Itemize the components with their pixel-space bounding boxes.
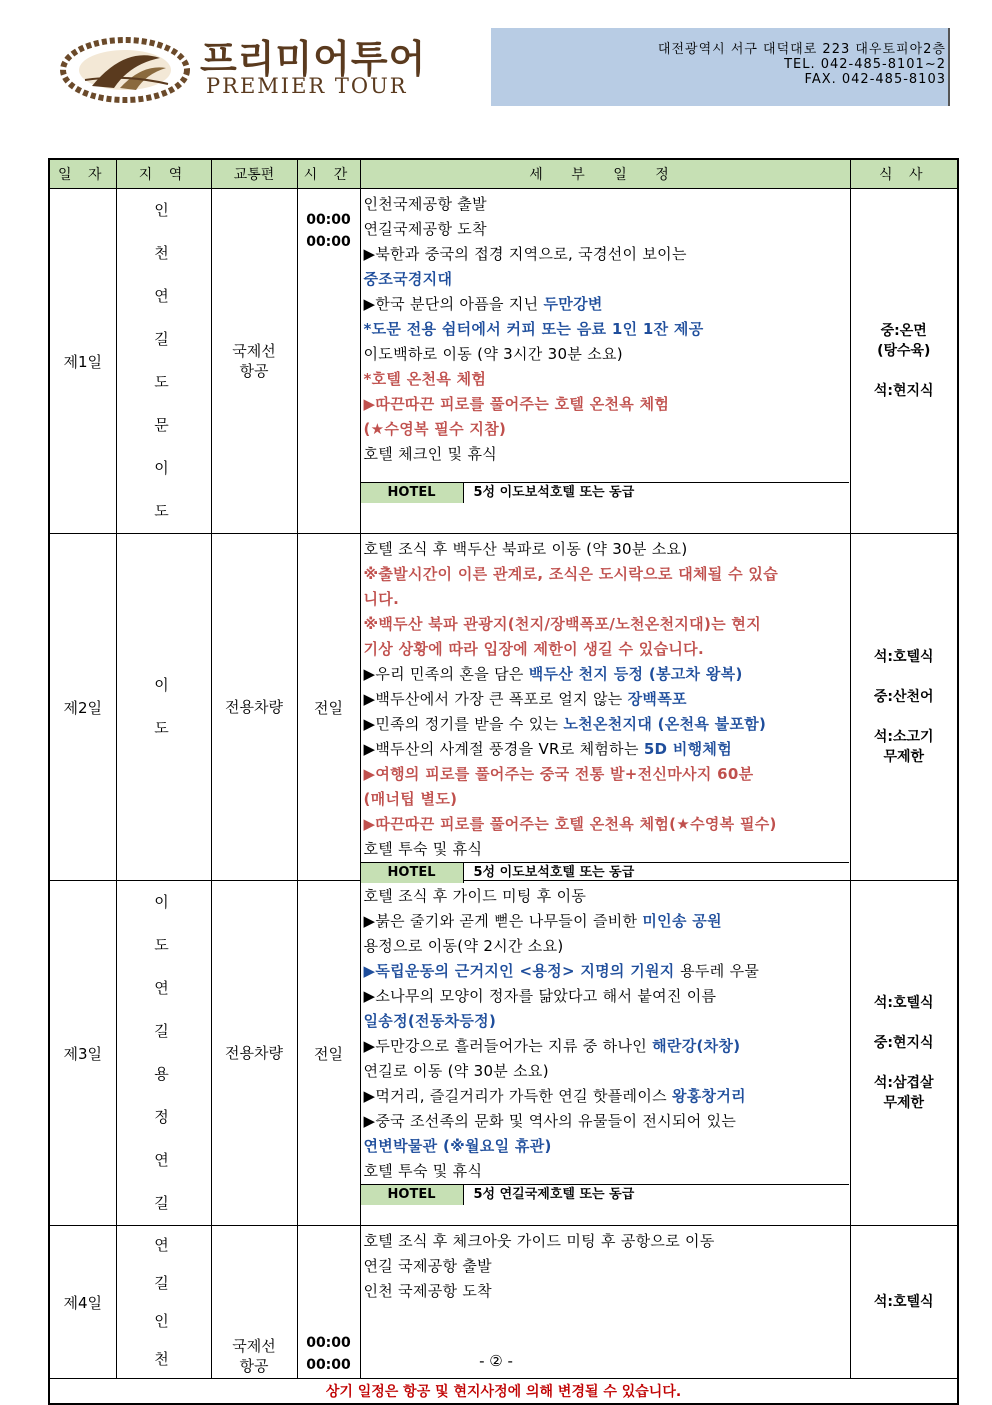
detail-line (364, 612, 848, 637)
time-text: 00:00 (306, 234, 351, 250)
detail-line (364, 637, 848, 662)
detail-segment: ※출발시간이 이른 관계로, 조식은 도시락으로 대체될 수 있습 (363, 565, 778, 583)
col-header-time: 시 간 (297, 159, 360, 189)
table-row (49, 534, 958, 881)
detail-segment: 일송정(전동차등정) (363, 1012, 497, 1030)
detail-wrapper (361, 189, 850, 503)
detail-segment: ▶한국 분단의 아픔을 지닌 (363, 295, 544, 313)
detail-segment: ▶소나무의 모양이 정자를 닮았다고 해서 붙여진 이름 (363, 987, 717, 1005)
detail-segment: 5D 비행체험 (643, 740, 732, 758)
region-name: 이 도 (154, 459, 187, 520)
notice-text: 상기 일정은 항공 및 현지사정에 의해 변경될 수 있습니다. (49, 1379, 958, 1405)
detail-line (364, 267, 848, 292)
detail-line (364, 1034, 848, 1059)
detail-line (364, 984, 848, 1009)
detail-segment: ▶따끈따끈 피로를 풀어주는 호텔 온천욕 체험(★수영복 필수) (363, 815, 777, 833)
detail-segment: 호텔 투숙 및 휴식 (363, 1162, 483, 1180)
col-header-meals: 식 사 (850, 159, 958, 189)
detail-segment: ▶백두산의 사계절 풍경을 VR로 체험하는 (363, 740, 644, 758)
transport-text: 국제선 (232, 342, 276, 360)
meal-text: 무제한 (883, 1095, 925, 1111)
time-text: 00:00 (306, 1335, 351, 1351)
meal-cell (850, 881, 958, 1226)
meal-text: 석:호텔식 (873, 1294, 934, 1310)
detail-segment: ▶독립운동의 근거지인 <용정> 지명의 기원지 (363, 962, 681, 980)
detail-line (364, 1229, 848, 1254)
address-text: 대전광역시 서구 대덕대로 223 대우토피아2층 (657, 42, 946, 57)
region-cell (116, 881, 211, 1226)
detail-segment: 장백폭포 (627, 690, 687, 708)
transport-cell (211, 881, 297, 1226)
detail-segment: 호텔 조식 후 가이드 미팅 후 이동 (363, 887, 587, 905)
meal-text: 중:온면 (880, 323, 927, 339)
hotel-name: 5성 이도보석호텔 또는 동급 (473, 485, 635, 500)
detail-segment: 왕홍창거리 (671, 1087, 746, 1105)
hotel-row (361, 862, 849, 883)
detail-segment: ▶따끈따끈 피로를 풀어주는 호텔 온천욕 체험 (363, 395, 670, 413)
meal-spacer (851, 1053, 958, 1073)
hotel-label: HOTEL (361, 863, 464, 883)
detail-line (364, 787, 848, 812)
detail-line (364, 1009, 848, 1034)
day-cell: 제4일 (49, 1226, 116, 1379)
detail-segment: 호텔 투숙 및 휴식 (363, 840, 483, 858)
meal-text: 중:현지식 (873, 1035, 934, 1051)
time-text: 전일 (314, 698, 343, 717)
detail-line (364, 217, 848, 242)
hotel-name: 5성 연길국제호텔 또는 동급 (473, 1187, 635, 1202)
detail-segment: 중조국경지대 (363, 270, 453, 288)
region-name: 인 천 (154, 201, 187, 262)
detail-segment: 호텔 체크인 및 휴식 (363, 445, 498, 463)
detail-segment: 연변박물관 (※월요일 휴관) (363, 1137, 552, 1155)
page-number: - ② - (479, 1352, 513, 1370)
detail-segment: ▶붉은 줄기와 곧게 뻗은 나무들이 즐비한 (363, 912, 643, 930)
detail-segment: 연길국제공항 도착 (363, 220, 487, 238)
region-name: 도 문 (154, 373, 187, 434)
detail-line (364, 909, 848, 934)
hotel-label: HOTEL (361, 483, 464, 503)
detail-line (364, 292, 848, 317)
time-cell (297, 189, 360, 534)
detail-line (364, 392, 848, 417)
detail-line (364, 537, 848, 562)
detail-segment: 인천 국제공항 도착 (363, 1282, 492, 1300)
transport-cell (211, 189, 297, 534)
region-name: 이 도 (154, 676, 187, 737)
detail-segment: ▶북한과 중국의 접경 지역으로, 국경선이 보이는 (363, 245, 687, 263)
detail-segment: *도문 전용 쉼터에서 커피 또는 음료 1인 1잔 제공 (363, 320, 704, 338)
detail-segment: 해란강(차창) (652, 1037, 741, 1055)
region-name: 이 도 (154, 893, 187, 954)
detail-line (364, 1059, 848, 1084)
detail-lines (361, 534, 850, 862)
detail-segment: ▶먹거리, 즐길거리가 가득한 연길 핫플레이스 (363, 1087, 672, 1105)
detail-segment: *호텔 온천욕 체험 (363, 370, 487, 388)
hotel-name: 5성 이도보석호텔 또는 동급 (473, 865, 635, 880)
detail-line (364, 662, 848, 687)
region-name: 연 길 (154, 979, 187, 1040)
region-name: 연 길 (154, 287, 187, 348)
table-header-row (49, 159, 958, 189)
transport-cell (211, 534, 297, 881)
region-cell (116, 189, 211, 534)
wreath-logo-icon (50, 28, 200, 108)
detail-line (364, 737, 848, 762)
detail-cell (360, 534, 850, 881)
detail-segment: 이도백하로 이동 (약 3시간 30분 소요) (363, 345, 623, 363)
detail-segment: 백두산 천지 등정 (봉고차 왕복) (528, 665, 743, 683)
hotel-label: HOTEL (361, 1185, 464, 1205)
detail-segment: ▶민족의 정기를 받을 수 있는 (363, 715, 564, 733)
detail-line (364, 367, 848, 392)
hotel-row (361, 482, 849, 503)
region-name: 연 길 (154, 1151, 187, 1212)
detail-segment: ※백두산 북파 관광지(천지/장백폭포/노천온천지대)는 현지 (363, 615, 761, 633)
meal-text: 석:호텔식 (873, 649, 934, 665)
logo-korean-text: 프리미어투어 (200, 37, 427, 81)
transport-text: 전용차량 (225, 698, 283, 716)
col-header-date: 일 자 (49, 159, 116, 189)
meal-text: 무제한 (883, 749, 925, 765)
meal-spacer (851, 1013, 958, 1033)
meal-spacer (851, 707, 958, 727)
meal-cell (850, 534, 958, 881)
detail-segment: ▶중국 조선족의 문화 및 역사의 유물들이 전시되어 있는 (363, 1112, 737, 1130)
detail-line (364, 192, 848, 217)
detail-line (364, 1109, 848, 1134)
meal-text: 중:산천어 (873, 689, 934, 705)
detail-segment: 용두레 우물 (680, 962, 760, 980)
detail-line (364, 442, 848, 467)
detail-line (364, 1254, 848, 1279)
col-header-region: 지 역 (116, 159, 211, 189)
detail-segment: 연길로 이동 (약 30분 소요) (363, 1062, 549, 1080)
meal-text: 석:삼겹살 (873, 1075, 934, 1091)
detail-cell (360, 189, 850, 534)
detail-segment: 니다. (363, 590, 400, 608)
day-cell: 제2일 (49, 534, 116, 881)
detail-lines (361, 1226, 850, 1304)
detail-segment: ▶여행의 피로를 풀어주는 중국 전통 발+전신마사지 60분 (363, 765, 754, 783)
notice-row (49, 1379, 958, 1405)
detail-line (364, 1159, 848, 1184)
meal-text: 석:호텔식 (873, 995, 934, 1011)
detail-line (364, 1084, 848, 1109)
meal-text: 석:소고기 (873, 729, 934, 745)
detail-line (364, 242, 848, 267)
detail-wrapper (361, 881, 850, 1201)
detail-line (364, 934, 848, 959)
detail-line (364, 1134, 848, 1159)
time-text: 00:00 (306, 1357, 351, 1373)
detail-line (364, 1279, 848, 1304)
detail-line (364, 812, 848, 837)
region-name: 연 길 (154, 1236, 187, 1292)
detail-cell (360, 881, 850, 1226)
detail-segment: 연길 국제공항 출발 (363, 1257, 492, 1275)
detail-segment: 용정으로 이동(약 2시간 소요) (363, 937, 564, 955)
detail-segment: 미인송 공원 (642, 912, 722, 930)
transport-text: 전용차량 (225, 1044, 283, 1062)
meal-text: (탕수육) (877, 343, 931, 359)
detail-segment: 노천온천지대 (온천욕 불포함) (563, 715, 767, 733)
time-cell (297, 881, 360, 1226)
detail-line (364, 587, 848, 612)
region-name: 용 정 (154, 1065, 187, 1126)
itinerary-table (48, 158, 959, 1405)
transport-text: 항공 (239, 362, 269, 380)
tel-text: TEL. 042-485-8101~2 (784, 57, 946, 72)
time-cell (297, 534, 360, 881)
detail-segment: 인천국제공항 출발 (363, 195, 487, 213)
logo-english-text: PREMIER TOUR (206, 74, 408, 98)
detail-segment: ▶백두산에서 가장 큰 폭포로 얼지 않는 (363, 690, 628, 708)
detail-line (364, 342, 848, 367)
detail-segment: 두만강변 (543, 295, 603, 313)
time-text: 전일 (314, 1044, 343, 1063)
detail-lines (361, 881, 850, 1184)
detail-segment: (매너팁 별도) (363, 790, 458, 808)
detail-segment: 호텔 조식 후 체크아웃 가이드 미팅 후 공항으로 이동 (363, 1232, 715, 1250)
col-header-transport: 교통편 (211, 159, 297, 189)
day-cell: 제1일 (49, 189, 116, 534)
region-cell (116, 534, 211, 881)
detail-line (364, 837, 848, 862)
detail-line (364, 712, 848, 737)
detail-line (364, 884, 848, 909)
meal-cell (850, 189, 958, 534)
detail-segment: ▶두만강으로 흘러들어가는 지류 중 하나인 (363, 1037, 653, 1055)
detail-line (364, 959, 848, 984)
meal-text: 석:현지식 (873, 383, 934, 399)
detail-wrapper (361, 534, 850, 880)
detail-segment: (★수영복 필수 지참) (363, 420, 507, 438)
col-header-details: 세 부 일 정 (360, 159, 850, 189)
detail-segment: ▶우리 민족의 혼을 담은 (363, 665, 529, 683)
table-row (49, 881, 958, 1226)
meal-spacer (851, 667, 958, 687)
meal-spacer (851, 361, 958, 381)
hotel-row (361, 1184, 849, 1205)
day-cell: 제3일 (49, 881, 116, 1226)
transport-text: 항공 (239, 1357, 269, 1375)
region-name: 인 천 (154, 1312, 187, 1368)
detail-segment: 호텔 조식 후 백두산 북파로 이동 (약 30분 소요) (363, 540, 688, 558)
detail-line (364, 317, 848, 342)
time-text: 00:00 (306, 212, 351, 228)
detail-line (364, 687, 848, 712)
detail-segment: 기상 상황에 따라 입장에 제한이 생길 수 있습니다. (363, 640, 704, 658)
detail-lines (361, 189, 850, 482)
company-logo (50, 28, 480, 108)
detail-line (364, 762, 848, 787)
table-row (49, 189, 958, 534)
fax-text: FAX. 042-485-8103 (804, 72, 946, 87)
transport-text: 국제선 (232, 1337, 276, 1355)
address-box (491, 28, 950, 106)
detail-line (364, 562, 848, 587)
detail-line (364, 417, 848, 442)
